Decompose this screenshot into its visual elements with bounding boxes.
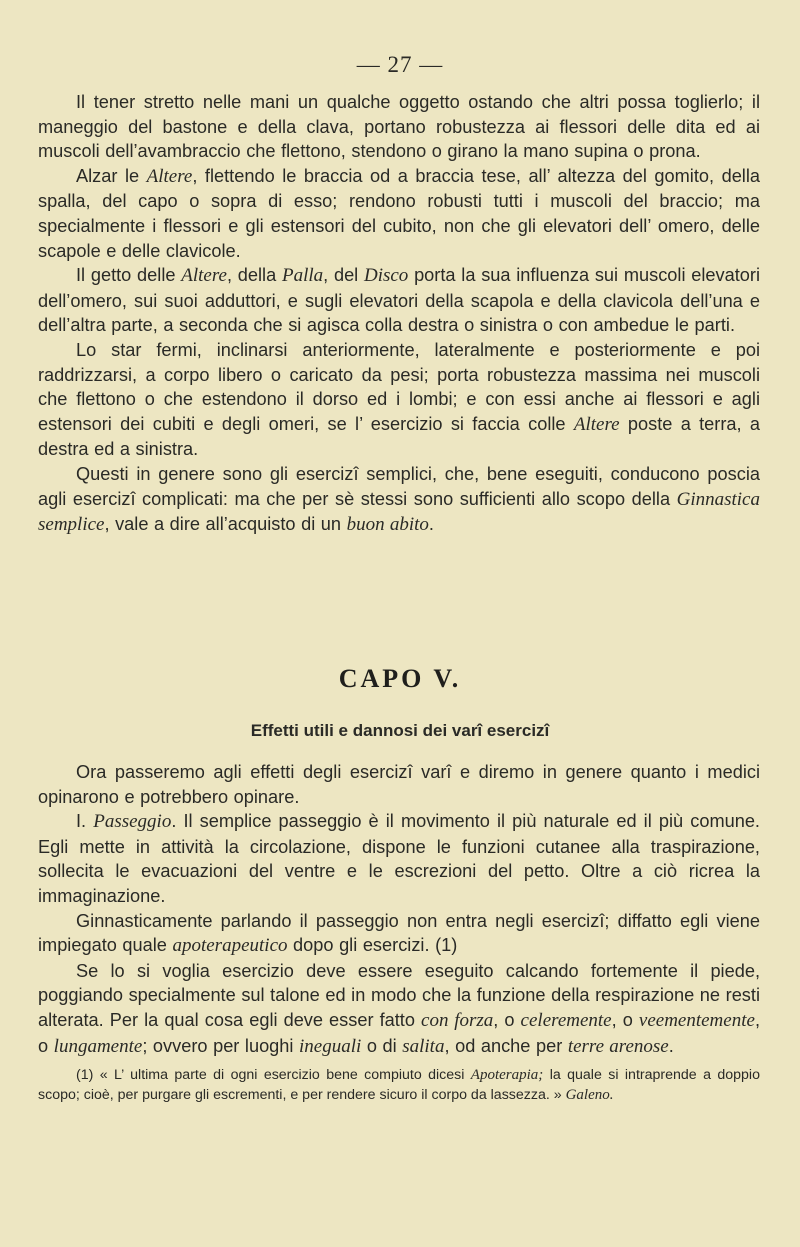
paragraph-posture: Lo star fermi, inclinarsi anteriormente, lateralmente e posteriormente e poi raddrizzarsi, a corpo libero o caricato da pesi; porta robustezza massima nei muscoli che flettono o che estendono il dorso ed i lombi; e con essi anche ai flessori e agli estensori dei cubiti e degli omeri, se l’ esercizio si faccia colle Altere poste a terra, a destra ed a sinistra. — [38, 339, 761, 460]
paragraph-intro: Ora passeremo agli effetti degli esercizî varî e diremo in genere quanto i medici opinarono e potrebbero opinare. — [38, 762, 760, 807]
top-text-block — [38, 90, 760, 538]
chapter-title: CAPO V. — [338, 664, 462, 693]
paragraph-summary: Questi in genere sono gli esercizî semplici, che, bene eseguiti, conducono poscia agli esercizî complicati: ma che per sè stessi sono sufficienti allo scopo della Ginnastica semplice, vale a dire all’acquisto di un buon abito. — [38, 463, 760, 536]
page-number: — 27 — — [356, 52, 444, 77]
footnote: (1) « L’ ultima parte di ogni esercizio bene compiuto dicesi Apoterapia; la quale si intraprende a doppio scopo; cioè, per purgare gli escrementi, e per rendere sicuro il corpo da lassezza. » Galeno. — [38, 1067, 760, 1104]
paragraph-passeggio: I. Passeggio. Il semplice passeggio è il movimento il più naturale ed il più comune. Egli mette in attività la circolazione, dispone le funzioni cutanee alla traspirazione, sollecita le evacuazioni del ventre e le escrezioni del petto. Oltre a ciò ricrea la immaginazione. — [38, 811, 760, 906]
paragraph-throwing: Il getto delle Altere, della Palla, del Disco porta la sua influenza sui muscoli elevatori dell’omero, sui suoi adduttori, e sugli elevatori della scapola e della clavicola dell’una e dell’altra parte, a seconda che si agisca colla destra o sinistra o con ambedue le parti. — [38, 265, 760, 336]
paragraph-exercise-method: Se lo si voglia esercizio deve essere eseguito calcando fortemente il piede, poggiando specialmente sul talone ed in modo che la funzione della respirazione ne resti alterata. Per la qual cosa egli deve esser fatto con forza, o celeremente, o veementemente, o lungamente; ovvero per luoghi ineguali o di salita, od anche per terre arenose. — [38, 960, 760, 1057]
paragraph-apoterapeutico: Ginnasticamente parlando il passeggio non entra negli esercizî; diffatto egli viene impiegato quale apoterapeutico dopo gli esercizi. (1) — [38, 910, 760, 957]
chapter-subtitle: Effetti utili e dannosi dei varî esercizî — [250, 721, 550, 740]
bottom-text-block — [38, 760, 760, 1119]
paragraph-altere-lift: Alzar le Altere, flettendo le braccia od a braccia tese, all’ altezza del gomito, della spalla, del capo o sopra di esso; rendono robusti tutti i muscoli del braccio; ma specialmente i flessori e gli estensori del cubito, non che gli elevatori dell’ omero, delle scapole e delle clavicole. — [38, 165, 761, 261]
paragraph-grip: Il tener stretto nelle mani un qualche oggetto ostando che altri possa toglierlo; il maneggio del bastone e della clava, portano robustezza ai flessori delle dita ed ai muscoli dell’avambraccio che flettono, stendono o girano la mano supina o prona. — [38, 92, 760, 162]
